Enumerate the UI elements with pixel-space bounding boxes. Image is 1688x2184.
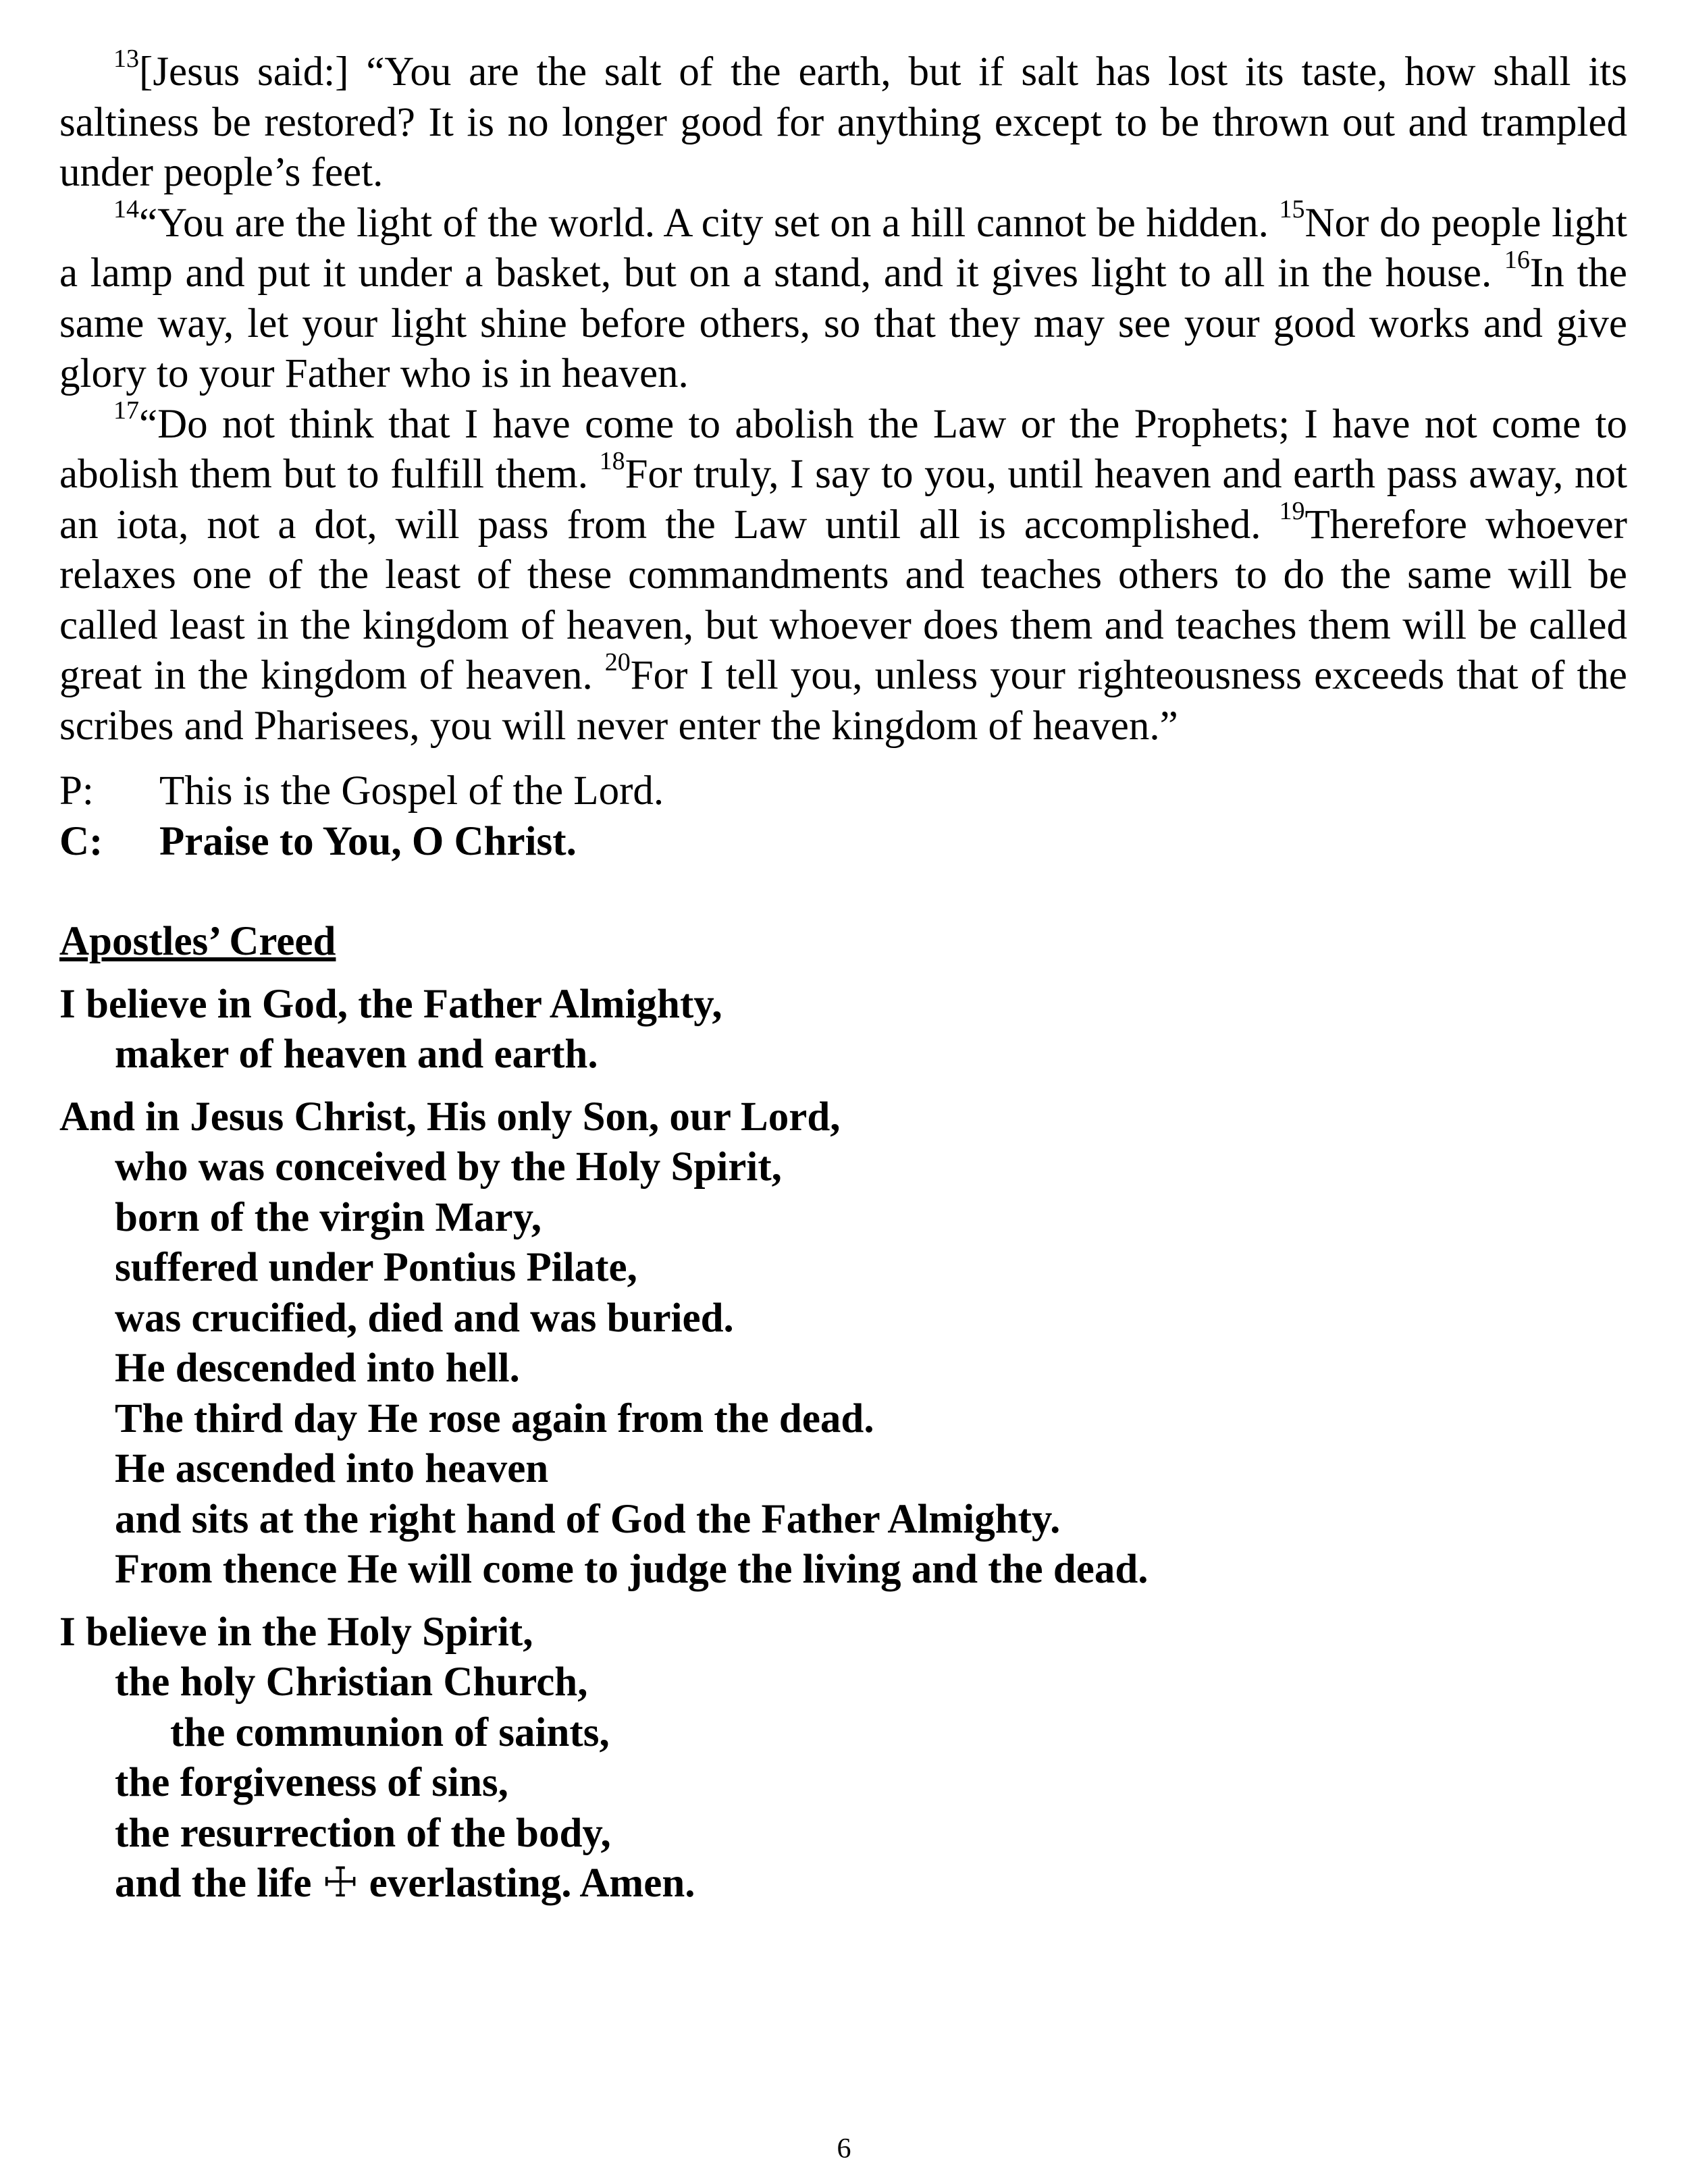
creed-line: the holy Christian Church, <box>115 1659 588 1705</box>
page-body <box>59 44 1627 1909</box>
creed-text: and the life <box>115 1861 322 1906</box>
creed-line: I believe in God, the Father Almighty, <box>59 981 722 1027</box>
verse-number: 18 <box>599 446 625 475</box>
response-line-congregation <box>59 817 1627 868</box>
creed-line: From thence He will come to judge the living and the dead. <box>115 1547 1149 1592</box>
verse-number: 16 <box>1504 245 1530 274</box>
creed-line: the communion of saints, <box>170 1709 610 1755</box>
verse-number: 17 <box>113 396 139 425</box>
page-number: 6 <box>837 2133 851 2164</box>
verse-text: Nor do people light a lamp and put it under a basket, but on a stand, and it gives light to all in the house. <box>59 200 1627 296</box>
verse-number: 15 <box>1279 195 1305 224</box>
apostles-creed <box>59 980 1627 1909</box>
creed-line: I believe in the Holy Spirit, <box>59 1609 533 1655</box>
gospel-paragraph-1 <box>59 44 1627 198</box>
creed-line: suffered under Pontius Pilate, <box>115 1245 637 1290</box>
response-text: Praise to You, O Christ. <box>159 818 577 864</box>
response-text: This is the Gospel of the Lord. <box>159 768 664 814</box>
verse-text: For I tell you, unless your righteousness exceeds that of the scribes and Pharisees, you will never enter the kingdom of heaven.” <box>59 653 1627 749</box>
verse-text: Therefore whoever relaxes one of the least of these commandments and teaches others to do the same will be called least in the kingdom of heaven, but whoever does them and teaches them will be called great in the kingdom of heaven. <box>59 502 1627 698</box>
creed-line: born of the virgin Mary, <box>115 1194 542 1240</box>
creed-line: the forgiveness of sins, <box>115 1760 508 1805</box>
speaker-label: C: <box>59 818 103 864</box>
response-line-pastor <box>59 766 1627 817</box>
creed-line: maker of heaven and earth. <box>115 1032 598 1077</box>
gospel-paragraph-3 <box>59 396 1627 752</box>
creed-line: The third day He rose again from the dead. <box>115 1395 874 1441</box>
speaker-label: P: <box>59 768 94 814</box>
creed-line: the resurrection of the body, <box>115 1810 611 1856</box>
cross-icon: ☩ <box>321 1861 359 1906</box>
gospel-paragraph-2 <box>59 195 1627 400</box>
creed-stanza-2 <box>59 1092 1627 1595</box>
creed-line: He ascended into heaven <box>115 1446 549 1491</box>
gospel-response <box>59 766 1627 867</box>
verse-text: In the same way, let your light shine before others, so that they may see your good works and give glory to your Father who is in heaven. <box>59 250 1627 396</box>
verse-number: 14 <box>113 195 139 224</box>
verse-number: 20 <box>604 647 631 676</box>
creed-text: everlasting. Amen. <box>359 1861 695 1906</box>
creed-line: He descended into hell. <box>115 1346 520 1391</box>
section-heading: Apostles’ Creed <box>59 919 336 964</box>
verse-number: 19 <box>1279 497 1305 526</box>
verse-text: [Jesus said:] “You are the salt of the earth, but if salt has lost its taste, how shall its saltiness be restored? It is no longer good for anything except to be thrown out and trampled under people’s feet. <box>59 49 1627 195</box>
creed-line: was crucified, died and was buried. <box>115 1295 734 1341</box>
verse-text: For truly, I say to you, until heaven and earth pass away, not an iota, not a dot, will pass from the Law until all is accomplished. <box>59 452 1627 548</box>
creed-line-final <box>59 1859 1627 1909</box>
verse-text: “You are the light of the world. A city set on a hill cannot be hidden. <box>139 200 1280 246</box>
verse-number: 13 <box>113 44 139 73</box>
creed-line: and sits at the right hand of God the Father Almighty. <box>115 1496 1061 1542</box>
creed-stanza-1 <box>59 980 1627 1080</box>
creed-line: who was conceived by the Holy Spirit, <box>115 1144 782 1190</box>
verse-text: “Do not think that I have come to abolish the Law or the Prophets; I have not come to abolish them but to fulfill them. <box>59 401 1627 497</box>
creed-line: And in Jesus Christ, His only Son, our Lord, <box>59 1094 841 1140</box>
creed-stanza-3 <box>59 1607 1627 1909</box>
